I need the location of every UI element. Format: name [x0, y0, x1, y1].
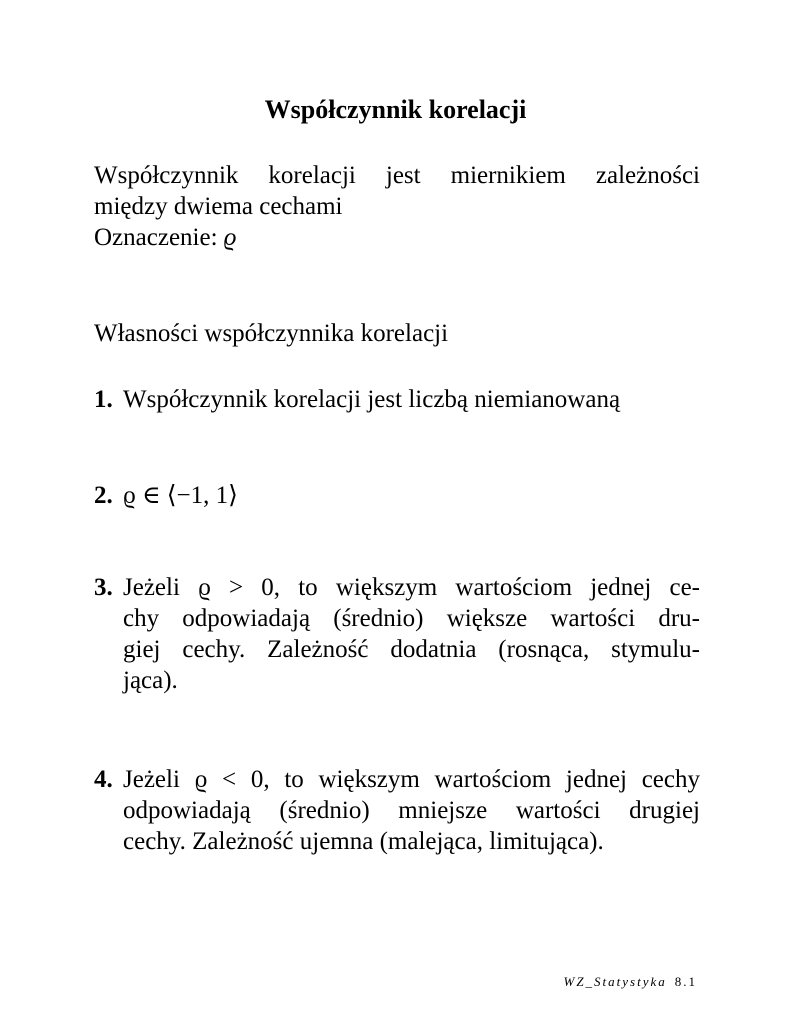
property-line: cechy. Zależność ujemna (malejąca, limitująca). — [123, 828, 604, 855]
properties-heading: Własności współczynnika korelacji — [94, 320, 449, 347]
property-formula: ϱ ∈ ⟨−1, 1⟩ — [123, 482, 238, 509]
property-number: 2. — [94, 482, 113, 509]
notation-label: Oznaczenie: — [94, 224, 218, 251]
property-line: Jeżeli ϱ > 0, to większym wartościom jednej ce- — [123, 574, 700, 601]
page-number: 8.1 — [674, 974, 697, 989]
property-item-3 — [94, 572, 700, 696]
property-line: Jeżeli ϱ < 0, to większym wartościom jednej cechy — [123, 766, 700, 793]
property-item-1 — [94, 384, 700, 415]
intro-line-2: między dwiema cechami — [94, 193, 343, 220]
property-number: 3. — [94, 574, 113, 601]
property-text — [123, 384, 700, 415]
page-footer — [563, 973, 697, 991]
page-title: Współczynnik korelacji — [264, 95, 527, 124]
property-line: giej cechy. Zależność dodatnia (rosnąca, stymulu- — [123, 636, 700, 663]
property-line: chy odpowiadają (średnio) większe wartości dru- — [123, 605, 700, 632]
footer-label: WZ_Statystyka — [563, 974, 667, 989]
property-text — [123, 764, 700, 857]
property-line: Współczynnik korelacji jest liczbą niemianowaną — [123, 386, 621, 413]
property-text — [123, 572, 700, 696]
intro-paragraph — [94, 160, 700, 253]
property-number: 4. — [94, 766, 113, 793]
property-number: 1. — [94, 386, 113, 413]
notation-symbol: ϱ — [223, 224, 237, 251]
intro-line-1: Współczynnik korelacji jest miernikiem zależności — [94, 162, 700, 189]
property-text — [123, 480, 700, 511]
property-line: odpowiadają (średnio) mniejsze wartości drugiej — [123, 797, 700, 824]
property-item-4 — [94, 764, 700, 857]
property-item-2 — [94, 480, 700, 511]
notation-line — [94, 222, 700, 253]
property-line: jąca). — [123, 667, 178, 694]
